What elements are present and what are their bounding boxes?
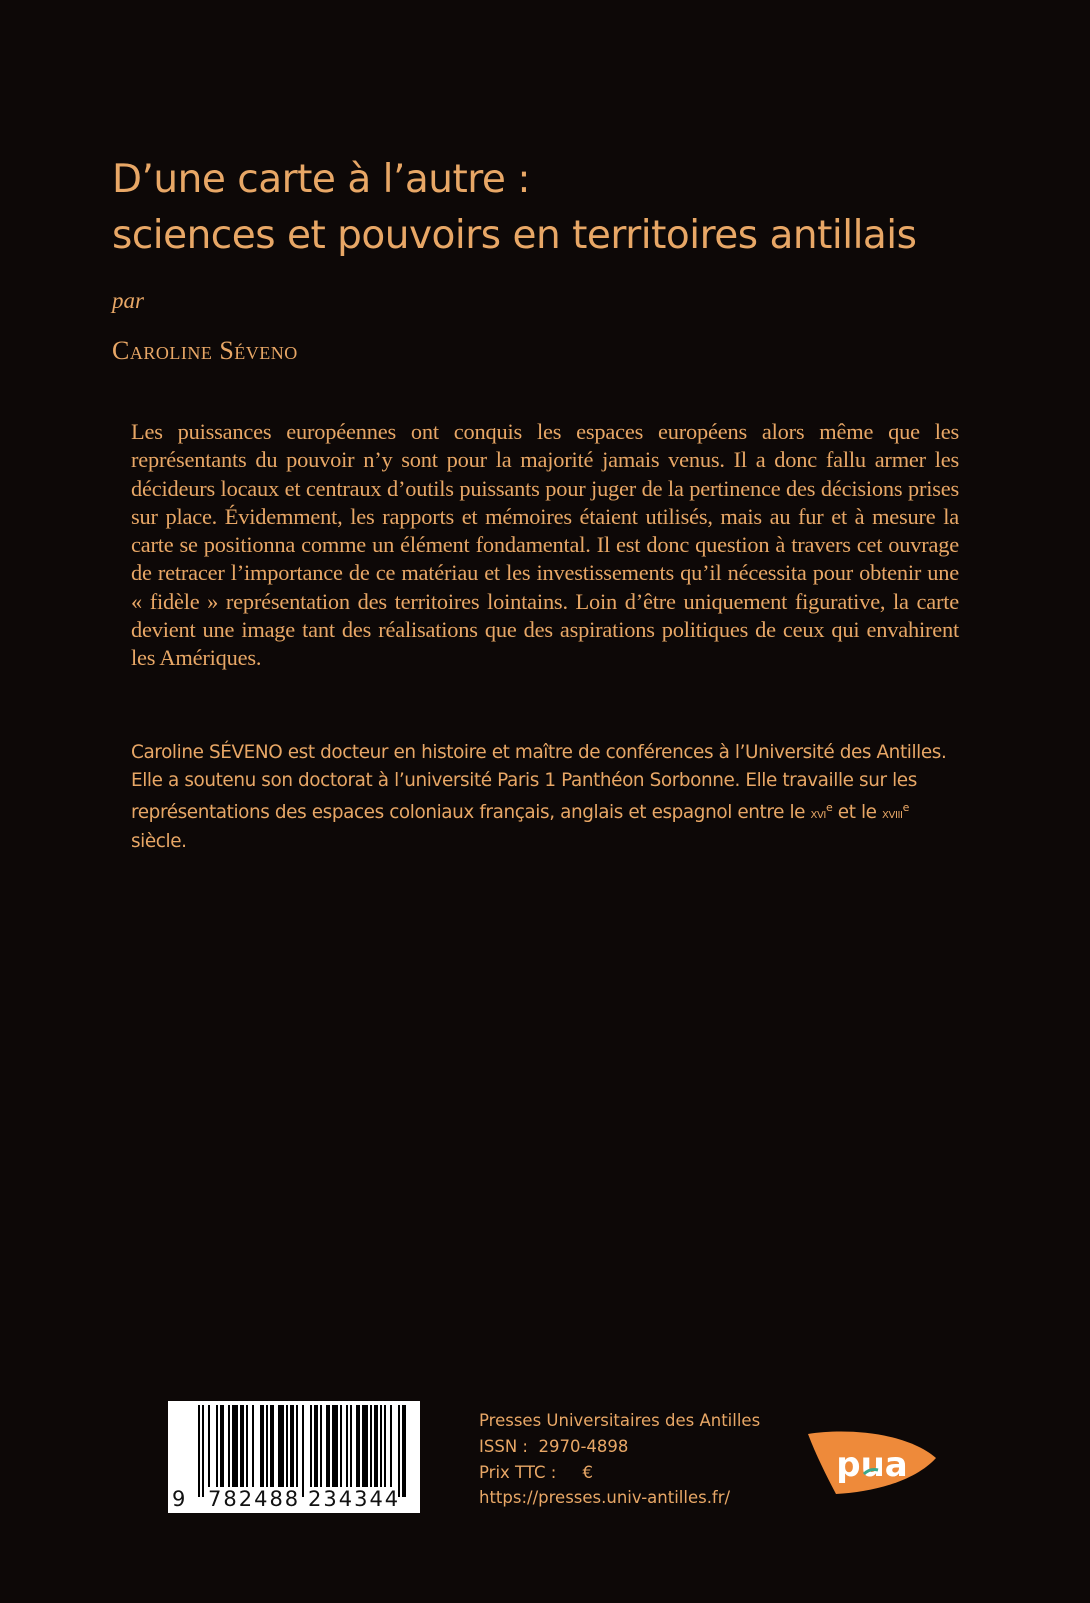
barcode-group-1: 782488 — [208, 1487, 301, 1511]
barcode-bar — [216, 1405, 218, 1487]
barcode-bar — [380, 1405, 382, 1487]
barcode-bar — [374, 1405, 378, 1487]
barcode-bar — [314, 1405, 318, 1487]
title-line-1: D’une carte à l’autre : — [112, 157, 530, 202]
barcode-bar — [240, 1405, 244, 1487]
barcode-bar — [198, 1405, 200, 1497]
bio-middle: et le — [832, 802, 883, 824]
book-summary: Les puissances européennes ont conquis les espaces européens alors même que les représentants du pouvoir n’y sont pour la majorité jamais venus. Il a donc fallu armer les décideurs locaux et centraux d’outils puissants pour juger de la pertinence des décisions prises sur place. Évidemment, les rapports et mémoires étaient utilisés, mais au fur et à mesure la carte se positionna comme un élément fondamental. Il est donc question à travers cet ouvrage de retracer l’importance de ce matériau et les investissements qu’il nécessita pour obtenir une « fidèle » représentation des territoires lointains. Loin d’être uniquement figurative, la carte devient une image tant des réalisations que des aspirations politiques de ceux qui envahirent les Amériques. — [131, 419, 959, 671]
barcode-bar — [228, 1405, 230, 1487]
barcode-bar — [402, 1405, 406, 1497]
barcode-bar — [332, 1405, 338, 1487]
isbn-barcode — [168, 1401, 420, 1513]
barcode-bar — [220, 1405, 224, 1487]
issn: ISSN : 2970-4898 — [479, 1436, 629, 1456]
barcode-bar — [340, 1405, 342, 1487]
century-18: xviii — [882, 805, 903, 823]
century-18-sup: e — [902, 801, 909, 814]
publisher-info — [479, 1408, 760, 1511]
book-title — [112, 152, 916, 264]
barcode-bar — [398, 1405, 400, 1497]
century-16: xvi — [810, 805, 826, 823]
bio-end: siècle. — [131, 830, 187, 852]
century-16-sup: e — [825, 801, 833, 814]
barcode-first-digit: 9 — [172, 1487, 186, 1511]
barcode-bar — [270, 1405, 274, 1487]
barcode-bar — [326, 1405, 330, 1487]
publisher-url[interactable]: https://presses.univ-antilles.fr/ — [479, 1488, 731, 1508]
barcode-bar — [252, 1405, 254, 1487]
barcode-bar — [232, 1405, 238, 1487]
barcode-bar — [362, 1405, 368, 1487]
price: Prix TTC : € — [479, 1462, 593, 1482]
pua-logo — [806, 1430, 941, 1495]
barcode-bar — [370, 1405, 372, 1487]
barcode-bar — [320, 1405, 322, 1487]
by-label: par — [112, 288, 144, 313]
publisher-name: Presses Universitaires des Antilles — [479, 1411, 761, 1430]
barcode-bar — [356, 1405, 360, 1487]
barcode-bar — [278, 1405, 284, 1487]
barcode-bar — [310, 1405, 312, 1487]
barcode-bar — [260, 1405, 264, 1487]
logo-text: pua — [836, 1445, 908, 1485]
barcode-bar — [302, 1405, 304, 1497]
barcode-bar — [286, 1405, 288, 1487]
barcode-bar — [296, 1405, 298, 1487]
bio-text: Caroline SÉVENO est docteur en histoire et maître de conférences à l’Université des Antilles. Elle a soutenu son doctorat à l’université Paris 1 Panthéon Sorbonne. Elle travaille sur les représentations des espaces coloniaux français, anglais et espagnol entre le — [131, 742, 947, 824]
barcode-bar — [346, 1405, 348, 1487]
barcode-bar — [384, 1405, 386, 1487]
barcode-group-2: 234344 — [308, 1487, 401, 1511]
barcode-bar — [202, 1405, 204, 1497]
barcode-bar — [390, 1405, 392, 1487]
author-name: Caroline Séveno — [112, 336, 298, 365]
barcode-bar — [246, 1405, 248, 1487]
barcode-bar — [350, 1405, 352, 1487]
barcode-bar — [266, 1405, 268, 1487]
author-bio — [131, 739, 961, 855]
title-line-2: sciences et pouvoirs en territoires antillais — [112, 213, 917, 258]
barcode-bar — [208, 1405, 210, 1487]
barcode-bar — [290, 1405, 294, 1487]
